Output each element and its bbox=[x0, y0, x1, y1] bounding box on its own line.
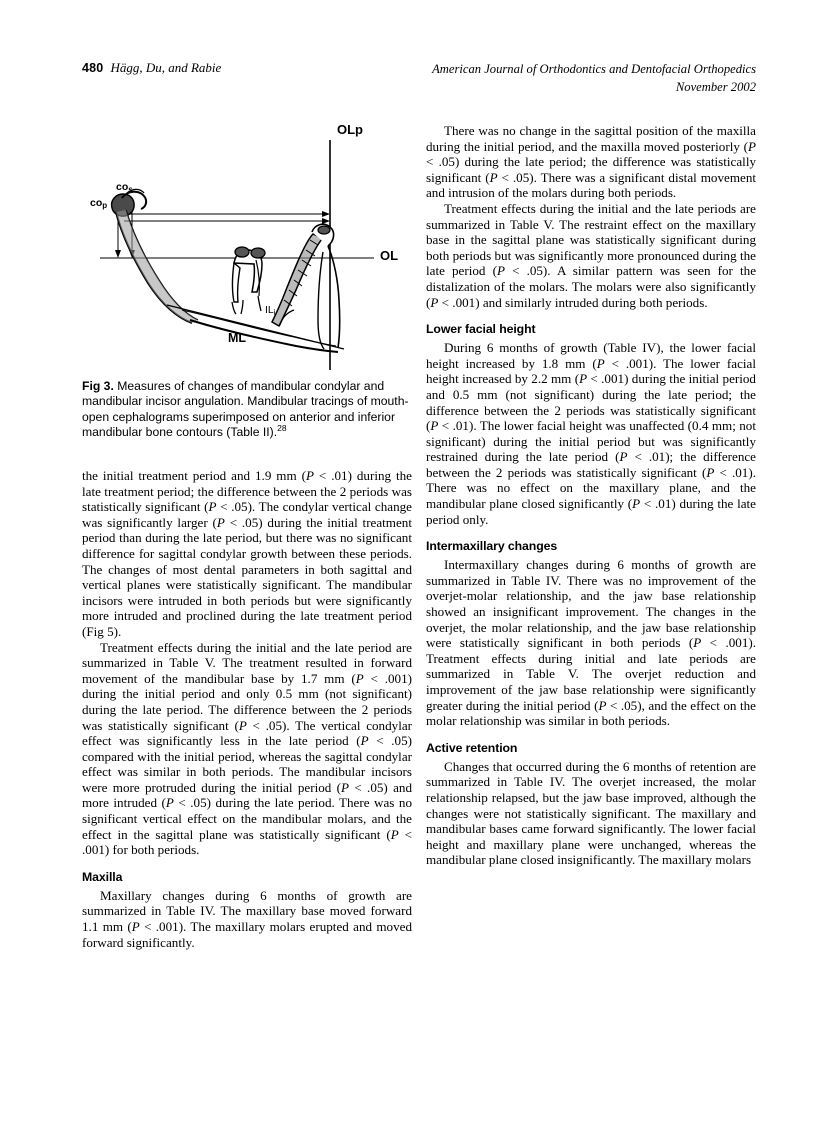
figure-caption-reference: 28 bbox=[277, 423, 287, 434]
paragraph-treatment-effects: Treatment effects during the initial and the late period are summarized in Table V. The treatment resulted in forward movement of the mandibular base by 1.7 mm (P < .001) during the initial period and only 0.5 mm (not significant) during the late period. The difference between the 2 periods was statistically significant (P < .05). The vertical condylar effect was significantly less in the late period (P < .05) compared with the initial period, whereas the sagittal condylar effect was similar in both periods. The mandibular incisors were more protruded during the initial period (P < .05) and more intruded (P < .05) during the late period. There was no significant vertical effect on the mandibular molars, and the effect in the sagittal plane was statistically significant (P < .001) for both periods. bbox=[82, 639, 413, 858]
journal-title: American Journal of Orthodontics and Dentofacial Orthopedics bbox=[432, 62, 756, 76]
ml-label: ML bbox=[228, 331, 247, 345]
cop-label: cop bbox=[90, 197, 108, 210]
paragraph-active-retention: Changes that occurred during the 6 months of retention are summarized in Table IV. The overjet increased, the molar relationship relapsed, but the jaw base improved, although the changes were not statistically significant. The maxillary and mandibular bases came forward significantly. The lower facial height and maxillary plane were unchanged, whereas the mandibular plane closed insignificantly. The maxillary molars bbox=[426, 758, 756, 868]
paragraph-maxilla: Maxillary changes during 6 months of growth are summarized in Table IV. The maxillary base moved forward 1.1 mm (P < .001). The maxillary molars erupted and moved forward significantly. bbox=[82, 887, 412, 950]
issue-date: November 2002 bbox=[675, 80, 756, 95]
paragraph-restraint-effect: Treatment effects during the initial and the late periods are summarized in Table V. The restraint effect on the maxillary base in the sagittal plane was statistically significant during both periods but was significantly more pronounced during the late period (P < .05). A similar pattern was seen for the distalization of the molars. The molars were also significantly (P < .001) and similarly intruded during both periods. bbox=[426, 200, 757, 310]
figure-label: Fig 3. bbox=[82, 379, 114, 393]
paragraph-continued: the initial treatment period and 1.9 mm (P < .01) during the late treatment period; the difference between the 2 periods was statistically significant (P < .05). The condylar vertical change was significantly larger (P < .05) during the initial treatment period than during the late period, but there was no significant difference for sagittal condylar growth between these periods. The changes of most dental parameters in both sagittal and vertical planes were statistically significant. The mandibular incisors were intruded in both periods but were significantly more intruded and proclined during the late treatment period (Fig 5). bbox=[82, 468, 412, 639]
paragraph-sagittal-position: There was no change in the sagittal position of the maxilla during the initial period, and the maxilla moved posteriorly (P < .05) during the late period; the difference was statistically significant (P < .05). There was a significant distal movement and intrusion of the molars during both periods. bbox=[426, 123, 757, 201]
page-number: 480 bbox=[82, 61, 104, 75]
heading-intermaxillary-changes: Intermaxillary changes bbox=[426, 539, 558, 554]
right-column bbox=[426, 123, 756, 868]
figure-caption-text: Measures of changes of mandibular condylar and mandibular incisor angulation. Mandibular tracings of mouth-open cephalograms superimposed on anterior and inferior mandibular bone contours (Table II). bbox=[82, 379, 409, 440]
paragraph-intermaxillary-changes: Intermaxillary changes during 6 months of growth are summarized in Table IV. There was no improvement of the overjet-molar relationship, and the jaw base relationship showed an insignificant improvement. The changes in the overjet, the molar relationship, and the jaw base relationship were statistically significant in both periods (P < .001). Treatment effects during initial and late periods are summarized in Table V. The overjet reduction and improvement of the jaw base relationship were significantly greater during the initial period (P < .05), and the effect on the molar relationship was similar in both periods. bbox=[426, 557, 757, 729]
heading-maxilla: Maxilla bbox=[82, 869, 123, 884]
ili-label: ILi bbox=[265, 304, 276, 317]
olp-label: OLp bbox=[337, 122, 363, 137]
running-head-left bbox=[82, 60, 221, 76]
heading-active-retention: Active retention bbox=[426, 740, 518, 755]
ol-label: OL bbox=[380, 248, 399, 263]
heading-lower-facial-height: Lower facial height bbox=[426, 322, 536, 337]
left-column bbox=[82, 123, 412, 950]
cos-label: cos bbox=[116, 181, 133, 194]
running-head bbox=[82, 60, 756, 106]
paragraph-lower-facial-height: During 6 months of growth (Table IV), the lower facial height increased by 1.8 mm (P < .001). The lower facial height increased by 2.2 mm (P < .001) during the initial period and 0.5 mm (not significant) during the late period; the difference between the 2 periods was statistically significant (P < .01). The lower facial height was unaffected (0.4 mm; not significant) during the initial period but was significantly restrained during the late period (P < .01); the difference between the 2 periods was statistically significant (P < .01). There was no effect on the maxillary plane, and the mandibular plane closed significantly (P < .01) during the late period only. bbox=[426, 340, 756, 527]
running-head-authors: Hägg, Du, and Rabie bbox=[110, 60, 222, 75]
running-head-right bbox=[432, 60, 756, 97]
